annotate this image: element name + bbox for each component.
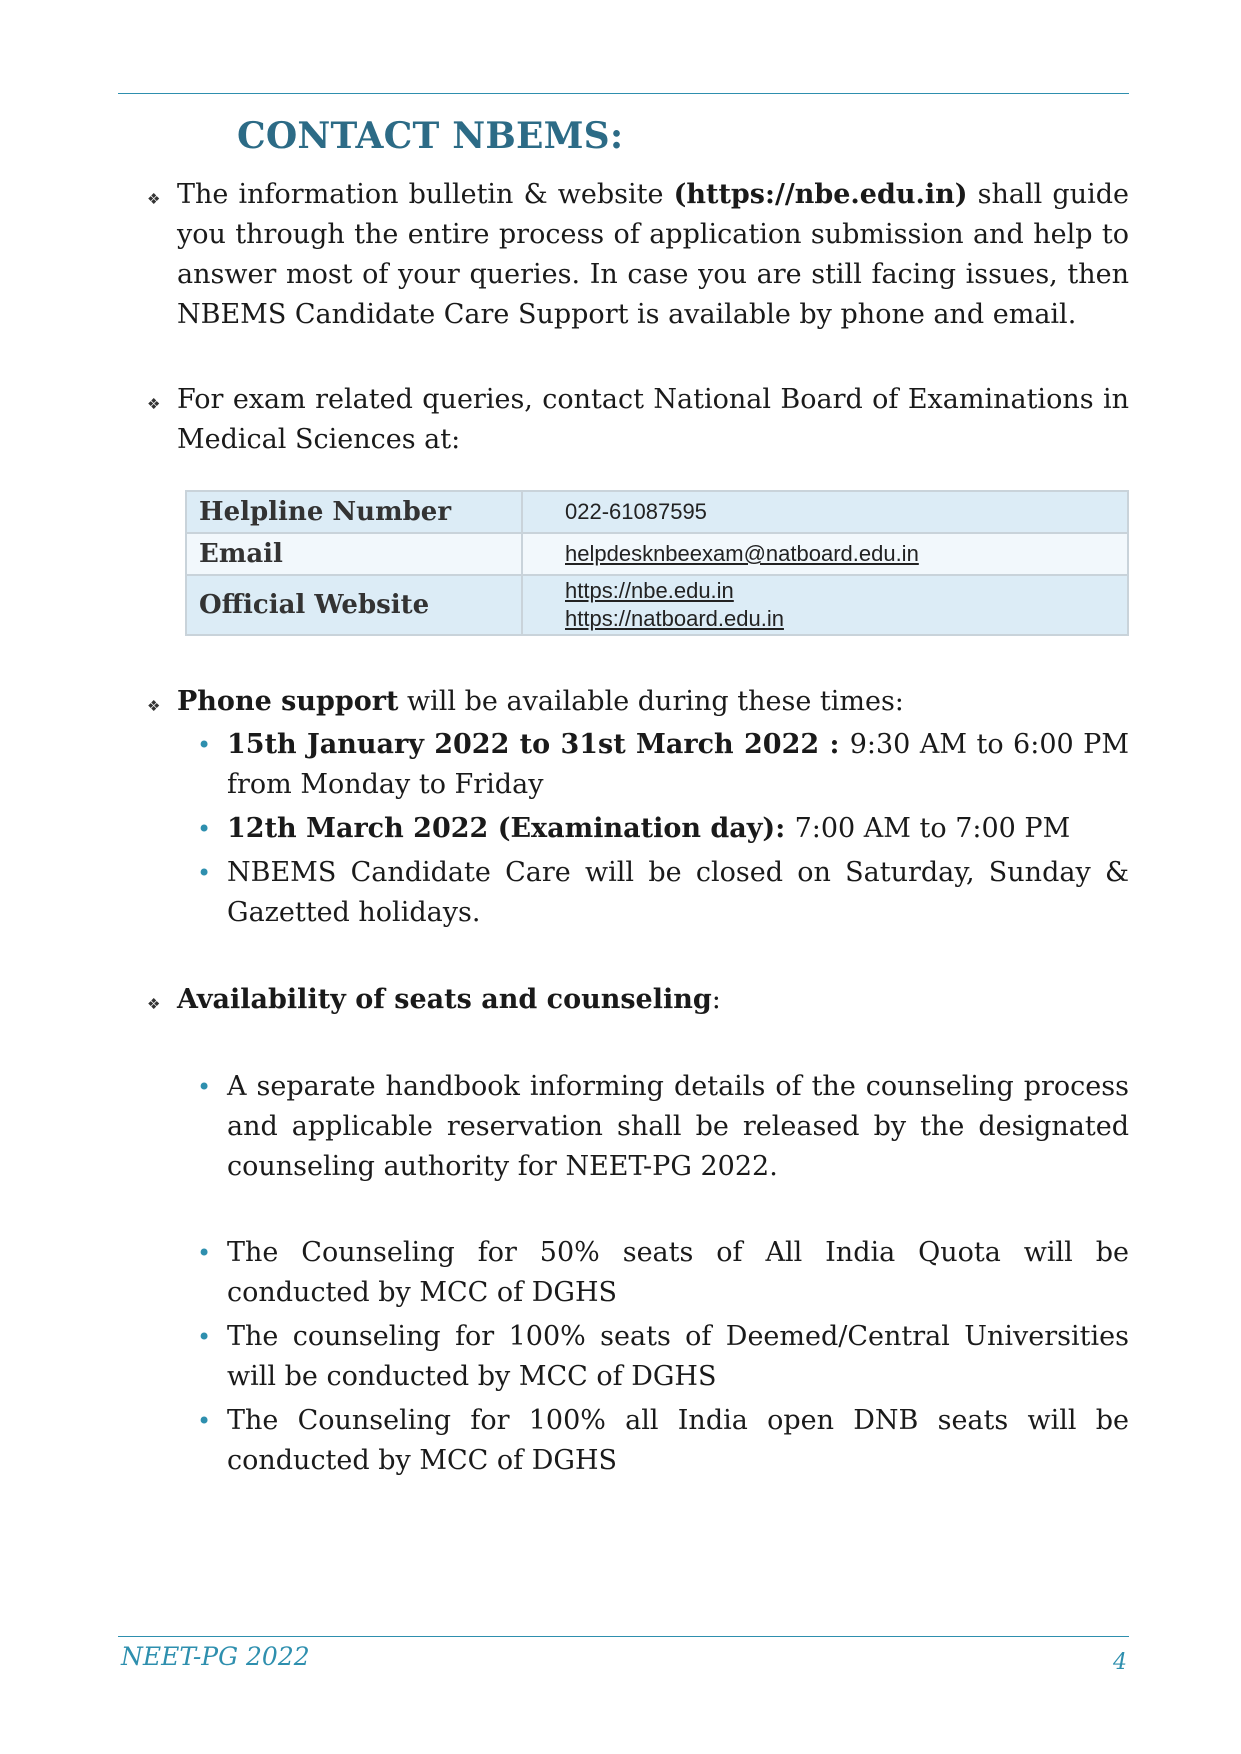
phone-support-bold: Phone support: [177, 686, 399, 717]
bottom-rule: [118, 1636, 1129, 1637]
website-label: Official Website: [186, 575, 522, 635]
list-item: • The Counseling for 50% seats of All India Quota will be conducted by MCC of DGHS: [197, 1233, 1129, 1313]
helpline-label: Helpline Number: [186, 491, 522, 533]
email-label: Email: [186, 533, 522, 575]
list-item: • 15th January 2022 to 31st March 2022 : 9:30 AM to 6:00 PM from Monday to Friday: [197, 725, 1129, 805]
dot-bullet-icon: •: [197, 859, 212, 887]
list-item: • The Counseling for 100% all India open DNB seats will be conducted by MCC of DGHS: [197, 1401, 1129, 1481]
intro-text-1: The information bulletin & website: [177, 179, 674, 210]
dot-bullet-icon: •: [197, 1073, 212, 1101]
diamond-bullet-icon: ❖: [147, 190, 161, 208]
dot-bullet-icon: •: [197, 815, 212, 843]
page-heading: CONTACT NBEMS:: [237, 115, 624, 157]
list-item: • NBEMS Candidate Care will be closed on Saturday, Sunday & Gazetted holidays.: [197, 853, 1129, 933]
seats-bold: Availability of seats and counseling: [177, 984, 712, 1015]
dot-bullet-icon: •: [197, 1323, 212, 1351]
list-item: • 12th March 2022 (Examination day): 7:00 AM to 7:00 PM: [197, 809, 1129, 849]
list-item: • A separate handbook informing details of the counseling process and applicable reservation shall be released by the designated counseling authority for NEET-PG 2022.: [197, 1067, 1129, 1187]
footer-title: NEET-PG 2022: [121, 1642, 310, 1671]
table-row: [186, 491, 1128, 533]
page-number: 4: [1113, 1650, 1127, 1675]
table-row: [186, 533, 1128, 575]
phone-support-heading: [147, 682, 1129, 722]
dot-bullet-icon: •: [197, 1407, 212, 1435]
top-rule: [118, 93, 1129, 94]
dot-bullet-icon: •: [197, 1239, 212, 1267]
helpline-value: 022-61087595: [522, 491, 1128, 533]
phone-support-text: will be available during these times:: [398, 686, 904, 717]
diamond-bullet-icon: ❖: [147, 995, 161, 1013]
email-link[interactable]: helpdesknbeexam@natboard.edu.in: [565, 541, 919, 566]
website-link-nbe[interactable]: https://nbe.edu.in: [565, 578, 734, 603]
intro-website-bold: (https://nbe.edu.in): [673, 179, 968, 210]
seats-heading: ❖ Availability of seats and counseling:: [147, 980, 1129, 1020]
exam-queries-text: For exam related queries, contact National Board of Examinations in Medical Sciences at:: [177, 384, 1129, 455]
contact-table: [185, 490, 1129, 636]
diamond-bullet-icon: ❖: [147, 697, 161, 715]
website-link-natboard[interactable]: https://natboard.edu.in: [565, 606, 784, 631]
exam-queries-paragraph: [147, 380, 1129, 460]
table-row: [186, 575, 1128, 635]
diamond-bullet-icon: ❖: [147, 395, 161, 413]
intro-text-2: shall guide you through the entire process of application submission and help to answer most of your queries. In case you are still facing issues, then NBEMS Candidate Care Support is available by phone and email.: [177, 179, 1129, 330]
list-item: • The counseling for 100% seats of Deemed/Central Universities will be conducted by MCC of DGHS: [197, 1317, 1129, 1397]
dot-bullet-icon: •: [197, 731, 212, 759]
intro-paragraph: [147, 175, 1129, 335]
